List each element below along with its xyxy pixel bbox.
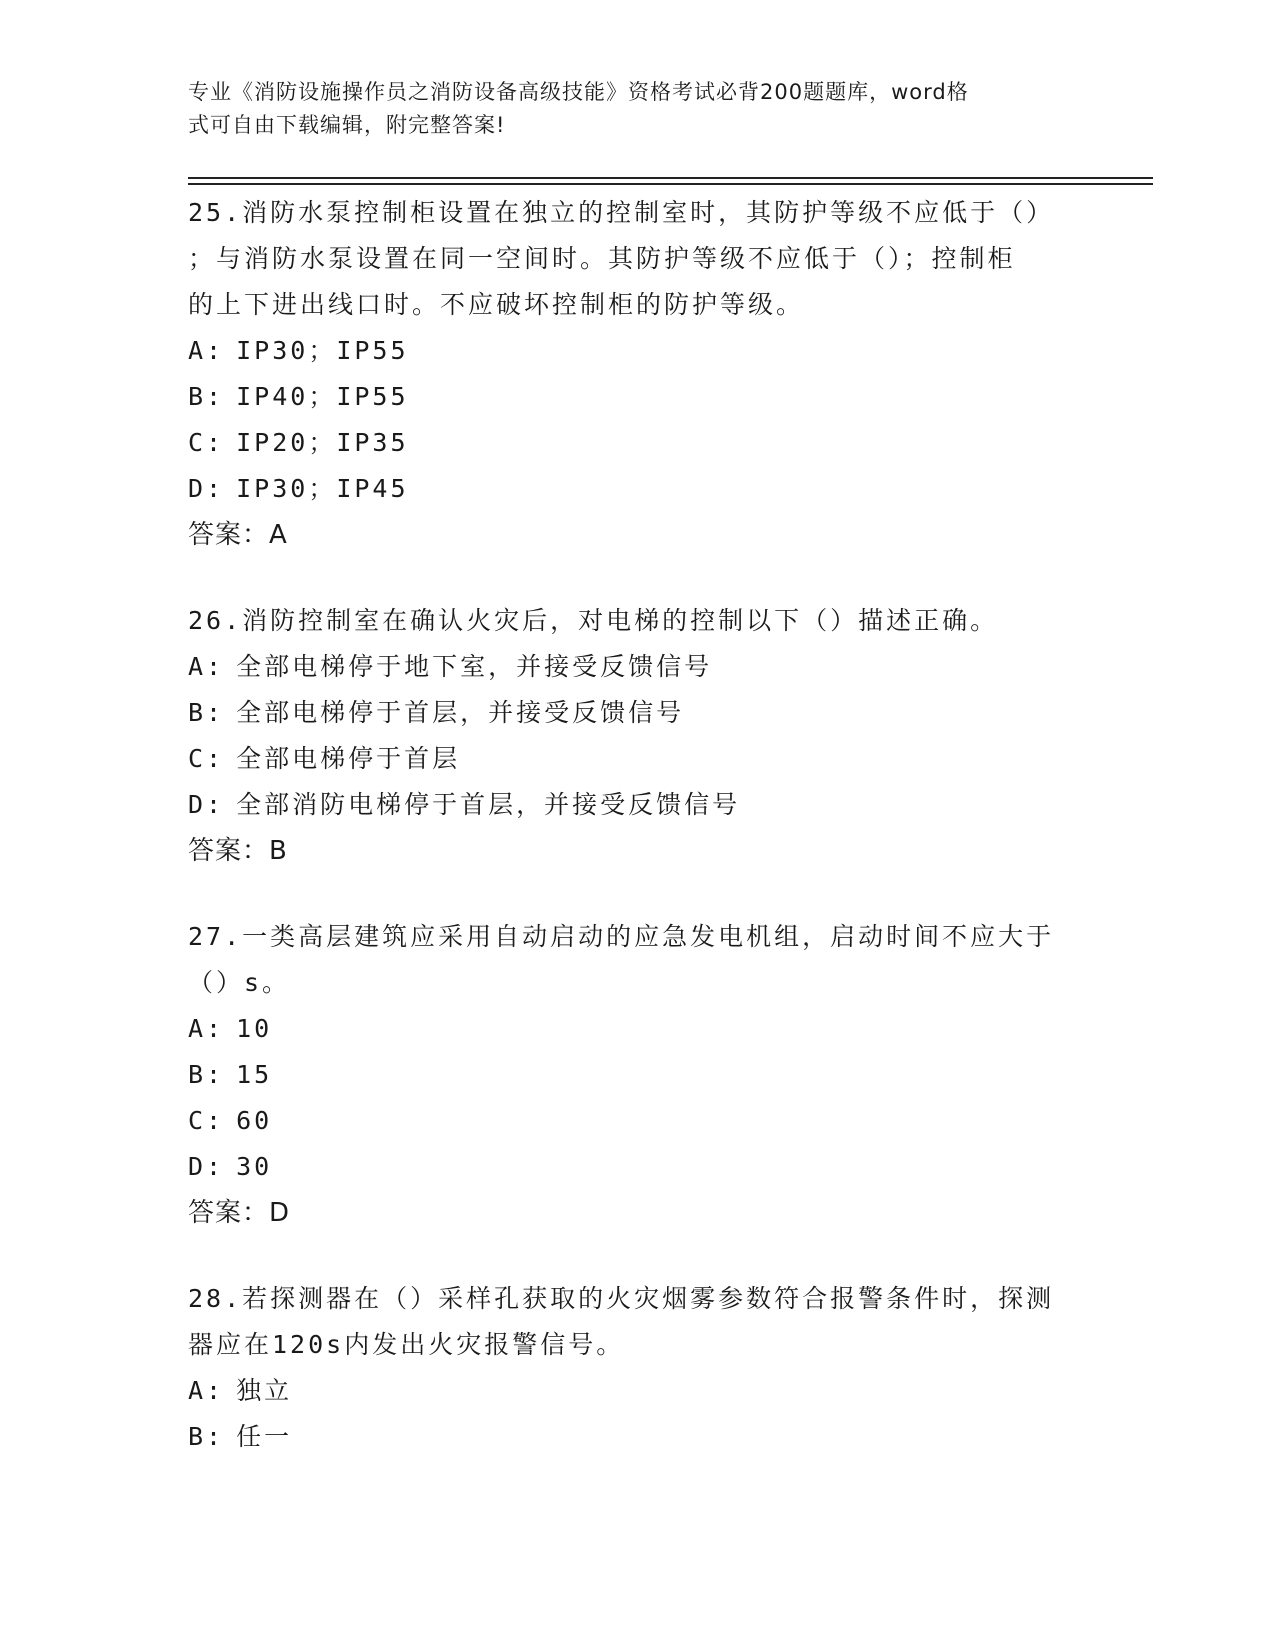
option-b <box>188 690 1088 736</box>
option-a <box>188 644 1088 690</box>
option-c <box>188 1098 1088 1144</box>
option-text: 任一 <box>236 1422 293 1451</box>
option-a <box>188 1368 1088 1414</box>
question-26 <box>188 598 1088 874</box>
header-line-1: 专业《消防设施操作员之消防设备高级技能》资格考试必背200题题库，word格 <box>188 80 969 104</box>
option-key: D: <box>188 790 225 819</box>
option-d <box>188 1144 1088 1190</box>
option-key: A: <box>188 1376 225 1405</box>
option-a <box>188 1006 1088 1052</box>
question-stem-line: （）s。 <box>188 968 291 997</box>
option-text: IP20；IP35 <box>236 428 409 457</box>
option-d <box>188 466 1088 512</box>
question-stem-line: 27.一类高层建筑应采用自动启动的应急发电机组，启动时间不应大于 <box>188 922 1055 951</box>
option-a <box>188 328 1088 374</box>
question-stem-line: 的上下进出线口时。不应破坏控制柜的防护等级。 <box>188 290 805 319</box>
option-text: IP30；IP55 <box>236 336 409 365</box>
question-stem-line: ；与消防水泵设置在同一空间时。其防护等级不应低于（）；控制柜 <box>188 244 1016 273</box>
question-27 <box>188 914 1088 1236</box>
option-text: IP30；IP45 <box>236 474 409 503</box>
option-key: C: <box>188 744 225 773</box>
option-text: 60 <box>236 1106 273 1135</box>
question-stem-line: 器应在120s内发出火灾报警信号。 <box>188 1330 625 1359</box>
option-text: 全部电梯停于地下室，并接受反馈信号 <box>236 652 713 681</box>
answer-line: 答案：D <box>188 1198 291 1228</box>
option-text: IP40；IP55 <box>236 382 409 411</box>
option-key: D: <box>188 474 225 503</box>
option-b <box>188 1052 1088 1098</box>
option-key: B: <box>188 698 225 727</box>
option-key: A: <box>188 652 225 681</box>
option-text: 30 <box>236 1152 273 1181</box>
answer-line: 答案：A <box>188 520 288 550</box>
question-25 <box>188 190 1088 558</box>
option-key: B: <box>188 1060 225 1089</box>
answer-line: 答案：B <box>188 836 288 866</box>
option-key: B: <box>188 382 225 411</box>
option-b <box>188 374 1088 420</box>
question-list <box>188 190 1088 1500</box>
option-key: D: <box>188 1152 225 1181</box>
header-line-2: 式可自由下载编辑，附完整答案! <box>188 113 506 137</box>
option-key: C: <box>188 428 225 457</box>
option-text: 独立 <box>236 1376 293 1405</box>
option-key: B: <box>188 1422 225 1451</box>
option-text: 全部消防电梯停于首层，并接受反馈信号 <box>236 790 741 819</box>
option-d <box>188 782 1088 828</box>
question-stem-line: 25.消防水泵控制柜设置在独立的控制室时，其防护等级不应低于（） <box>188 198 1055 227</box>
question-28 <box>188 1276 1088 1460</box>
option-text: 10 <box>236 1014 273 1043</box>
option-c <box>188 736 1088 782</box>
question-stem-line: 28.若探测器在（）采样孔获取的火灾烟雾参数符合报警条件时，探测 <box>188 1284 1055 1313</box>
option-b <box>188 1414 1088 1460</box>
question-stem-line: 26.消防控制室在确认火灾后，对电梯的控制以下（）描述正确。 <box>188 606 999 635</box>
option-text: 全部电梯停于首层，并接受反馈信号 <box>236 698 685 727</box>
document-header <box>188 76 1078 142</box>
option-text: 全部电梯停于首层 <box>236 744 461 773</box>
option-c <box>188 420 1088 466</box>
option-text: 15 <box>236 1060 273 1089</box>
option-key: A: <box>188 336 225 365</box>
option-key: C: <box>188 1106 225 1135</box>
header-divider-bottom <box>188 183 1153 185</box>
header-divider-top <box>188 177 1153 179</box>
option-key: A: <box>188 1014 225 1043</box>
